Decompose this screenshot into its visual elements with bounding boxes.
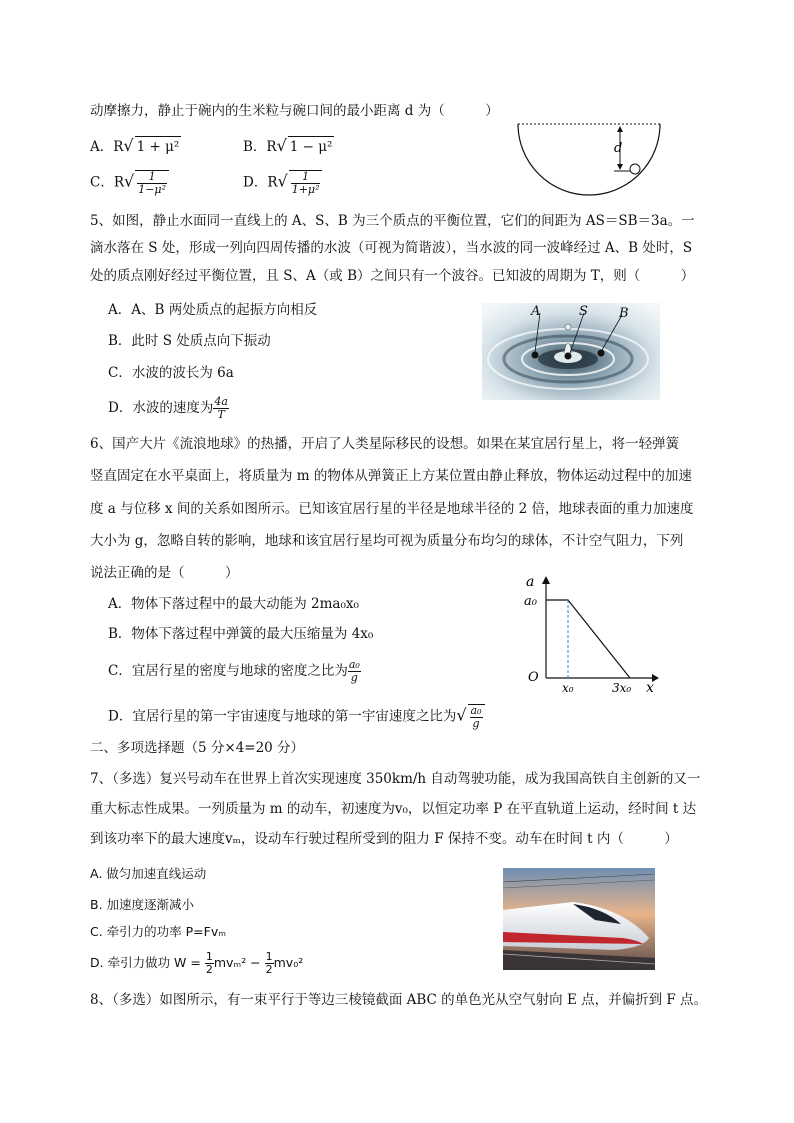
q7-option-d: D. 牵引力做功 W = $\frac{1}{2}$ mvₘ² − $\frac{1}{2}$ mv₀² xyxy=(90,950,304,976)
wave-label-a: A xyxy=(531,304,541,319)
q6-option-d: D．宜居行星的第一宇宙速度与地球的第一宇宙速度之比为√ $\frac{\text{a₀}}{g}$ xyxy=(108,704,485,730)
q6-text-line-3: 度 a 与位移 x 间的关系如图所示。已知该宜居行星的半径是地球半径的 2 倍，地球表面的重力加速度 xyxy=(90,501,694,517)
graph-x-tick-3x0: 3x₀ xyxy=(612,681,632,695)
q6-text-line-4: 大小为 g，忽略自转的影响，地球和该宜居行星均可视为质量分布均匀的球体，不计空气阻力，下列 xyxy=(90,533,684,549)
section-2-heading: 二、多项选择题（5 分×4=20 分） xyxy=(90,740,305,756)
q5-text-line-1: 5、如图，静止水面同一直线上的 A、S、B 为三个质点的平衡位置，它们的间距为 AS＝SB＝3a。一 xyxy=(90,213,695,229)
bowl-figure xyxy=(514,118,664,208)
q6-text-line-5: 说法正确的是（ ） xyxy=(90,565,239,581)
graph-x-axis-label: x xyxy=(646,680,654,695)
q5-text-line-3: 处的质点刚好经过平衡位置，且 S、A（或 B）之间只有一个波谷。已知波的周期为 T，则（ ） xyxy=(90,268,695,284)
q7-text-line-1: 7、（多选）复兴号动车在世界上首次实现速度 350km/h 自动驾驶功能，成为我国高铁自主创新的又一 xyxy=(90,771,701,787)
graph-origin-label: O xyxy=(528,670,539,685)
q4-text-line-1: 动摩擦力，静止于碗内的生米粒与碗口间的最小距离 d 为（ ） xyxy=(90,103,499,119)
graph-x-tick-x0: x₀ xyxy=(562,681,574,695)
wave-label-b: B xyxy=(619,306,629,321)
q4-option-b: B．R√ 1 − μ² xyxy=(243,136,333,155)
q4-option-c: C．R√ $\frac{1}{\text{1−μ²}}$ xyxy=(90,170,169,196)
wave-label-s: S xyxy=(579,304,588,319)
water-wave-photo xyxy=(482,303,660,400)
graph-y-axis-label: a xyxy=(526,574,535,590)
bullet-train-photo xyxy=(503,868,655,970)
q7-text-line-3: 到该功率下的最大速度vₘ，设动车行驶过程所受到的阻力 F 保持不变。动车在时间 t 内（ ） xyxy=(90,831,678,847)
q4-option-d: D．R√ $\frac{1}{\text{1+μ²}}$ xyxy=(243,170,322,196)
q5-option-b: B．此时 S 处质点向下振动 xyxy=(108,333,271,349)
q5-option-a: A．A、B 两处质点的起振方向相反 xyxy=(108,302,318,318)
graph-y-tick-a0: a₀ xyxy=(524,594,537,609)
q5-option-c: C．水波的波长为 6a xyxy=(108,365,234,381)
q6-option-a: A．物体下落过程中的最大动能为 2ma₀x₀ xyxy=(108,596,359,612)
q6-text-line-2: 竖直固定在水平桌面上，将质量为 m 的物体从弹簧正上方某位置由静止释放，物体运动过程中的加速 xyxy=(90,468,692,484)
q8-text-line-1: 8、（多选）如图所示，有一束平行于等边三棱镜截面 ABC 的单色光从空气射向 E 点，并偏折到 F 点。 xyxy=(90,992,708,1008)
q6-option-c: C．宜居行星的密度与地球的密度之比为 $\frac{\text{a₀}}{g}$ xyxy=(108,658,360,684)
a-x-graph xyxy=(520,570,660,695)
q7-text-line-2: 重大标志性成果。一列质量为 m 的动车，初速度为v₀，以恒定功率 P 在平直轨道上运动，经时间 t 达 xyxy=(90,801,697,817)
q6-option-b: B．物体下落过程中弹簧的最大压缩量为 4x₀ xyxy=(108,626,374,642)
q6-text-line-1: 6、国产大片《流浪地球》的热播，开启了人类星际移民的设想。如果在某宜居行星上，将一轻弹簧 xyxy=(90,436,680,452)
q5-text-line-2: 滴水落在 S 处，形成一列向四周传播的水波（可视为简谐波），当水波的同一波峰经过 A、B 处时，S xyxy=(90,240,693,256)
bowl-label-d: d xyxy=(614,141,623,156)
q7-option-c: C. 牵引力的功率 P=Fvₘ xyxy=(90,924,227,939)
q7-option-b: B. 加速度逐渐减小 xyxy=(90,897,195,912)
q4-option-a: A．R√ 1 + μ² xyxy=(90,136,180,155)
q7-option-a: A. 做匀加速直线运动 xyxy=(90,866,207,881)
q5-option-d: D．水波的速度为 $\frac{4a}{T}$ xyxy=(108,395,228,421)
